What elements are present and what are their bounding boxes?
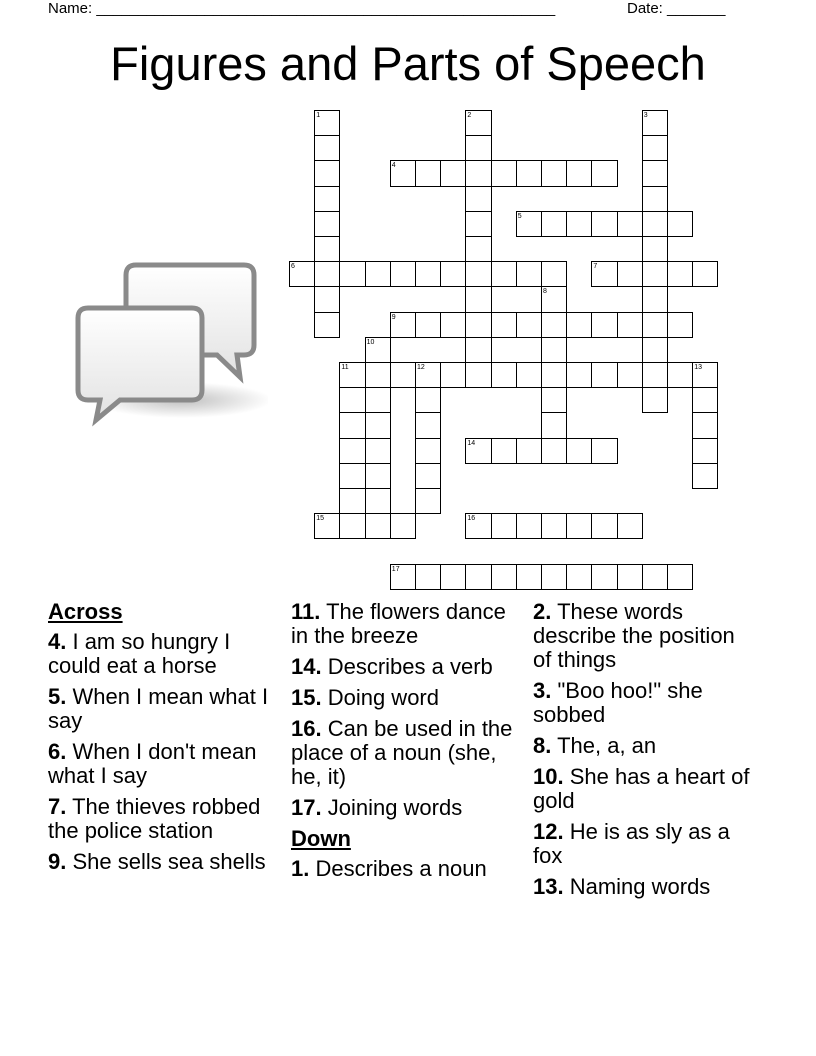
name-field[interactable]: Name: _______________________________________________________: [48, 0, 556, 17]
grid-cell[interactable]: [339, 261, 365, 287]
grid-cell[interactable]: [415, 438, 441, 464]
grid-cell[interactable]: [617, 261, 643, 287]
grid-cell[interactable]: [516, 160, 542, 186]
grid-cell[interactable]: [339, 463, 365, 489]
grid-cell[interactable]: [365, 412, 391, 438]
grid-cell[interactable]: [465, 236, 491, 262]
grid-cell[interactable]: [465, 261, 491, 287]
grid-cell[interactable]: [314, 312, 340, 338]
grid-cell[interactable]: [541, 337, 567, 363]
clue-down-1: 1. Describes a noun: [291, 856, 487, 881]
grid-cell[interactable]: [541, 387, 567, 413]
grid-cell[interactable]: [314, 211, 340, 237]
chat-bubbles-icon: [72, 260, 268, 430]
clue-number-7: 7: [593, 263, 598, 271]
grid-cell[interactable]: [642, 160, 668, 186]
grid-cell[interactable]: [591, 438, 617, 464]
grid-cell[interactable]: [415, 564, 441, 590]
grid-cell[interactable]: [415, 261, 441, 287]
grid-cell[interactable]: [314, 236, 340, 262]
grid-cell[interactable]: [339, 412, 365, 438]
grid-cell[interactable]: [541, 412, 567, 438]
grid-cell[interactable]: [465, 286, 491, 312]
down-heading: Down: [291, 826, 351, 851]
grid-cell[interactable]: [516, 438, 542, 464]
grid-cell[interactable]: [541, 362, 567, 388]
grid-cell[interactable]: [617, 362, 643, 388]
clue-number-5: 5: [517, 212, 522, 220]
grid-cell[interactable]: [314, 135, 340, 161]
grid-cell[interactable]: [591, 564, 617, 590]
grid-cell[interactable]: [591, 362, 617, 388]
grid-cell[interactable]: [566, 564, 592, 590]
clue-number-4: 4: [391, 162, 396, 170]
grid-cell[interactable]: [339, 387, 365, 413]
grid-cell[interactable]: [440, 160, 466, 186]
grid-cell[interactable]: [642, 186, 668, 212]
grid-cell[interactable]: [541, 564, 567, 590]
grid-cell[interactable]: [365, 463, 391, 489]
grid-cell[interactable]: [314, 160, 340, 186]
grid-cell[interactable]: [516, 513, 542, 539]
grid-cell[interactable]: [667, 564, 693, 590]
grid-cell[interactable]: [491, 160, 517, 186]
grid-cell[interactable]: [642, 337, 668, 363]
grid-cell[interactable]: [415, 488, 441, 514]
grid-cell[interactable]: [415, 160, 441, 186]
grid-cell[interactable]: [314, 186, 340, 212]
grid-cell[interactable]: [491, 513, 517, 539]
clue-down-13: 13. Naming words: [533, 874, 711, 899]
clue-across-14: 14. Describes a verb: [291, 654, 493, 679]
clue-number-6: 6: [291, 263, 295, 271]
clue-across-9: 9. She sells sea shells: [48, 849, 266, 874]
clue-across-5: 5. When I mean what I say: [48, 684, 269, 733]
grid-cell[interactable]: [617, 513, 643, 539]
grid-cell[interactable]: [566, 362, 592, 388]
grid-cell[interactable]: [365, 513, 391, 539]
grid-cell[interactable]: [465, 186, 491, 212]
grid-cell[interactable]: [591, 513, 617, 539]
clue-across-6: 6. When I don't mean what I say: [48, 739, 257, 788]
grid-cell[interactable]: [314, 261, 340, 287]
clue-number-11: 11: [341, 364, 349, 371]
grid-cell[interactable]: [642, 286, 668, 312]
grid-cell[interactable]: [642, 236, 668, 262]
grid-cell[interactable]: [465, 312, 491, 338]
grid-cell[interactable]: [692, 463, 718, 489]
grid-cell[interactable]: [440, 564, 466, 590]
across-heading: Across: [48, 599, 123, 624]
grid-cell[interactable]: [365, 362, 391, 388]
grid-cell[interactable]: [516, 261, 542, 287]
grid-cell[interactable]: [541, 160, 567, 186]
clue-down-2: 2. These words describe the position of things: [533, 599, 735, 672]
grid-cell[interactable]: [617, 211, 643, 237]
grid-cell[interactable]: [491, 362, 517, 388]
grid-cell[interactable]: [440, 312, 466, 338]
grid-cell[interactable]: [491, 261, 517, 287]
clue-number-16: 16: [467, 515, 476, 523]
grid-cell[interactable]: [667, 312, 693, 338]
grid-cell[interactable]: [541, 513, 567, 539]
grid-cell[interactable]: [642, 211, 668, 237]
grid-cell[interactable]: [339, 513, 365, 539]
grid-cell[interactable]: [516, 362, 542, 388]
clue-across-11: 11. The flowers dance in the breeze: [291, 599, 506, 648]
grid-cell[interactable]: [491, 438, 517, 464]
clue-down-10: 10. She has a heart of gold: [533, 764, 750, 813]
clue-down-8: 8. The, a, an: [533, 733, 657, 758]
clue-number-8: 8: [543, 288, 547, 296]
grid-cell[interactable]: [692, 438, 718, 464]
grid-cell[interactable]: [566, 312, 592, 338]
grid-cell[interactable]: [541, 438, 567, 464]
grid-cell[interactable]: [314, 286, 340, 312]
grid-cell[interactable]: [566, 438, 592, 464]
grid-cell[interactable]: [566, 160, 592, 186]
grid-cell[interactable]: [365, 488, 391, 514]
clue-across-17: 17. Joining words: [291, 795, 463, 820]
grid-cell[interactable]: [365, 438, 391, 464]
grid-cell[interactable]: [390, 513, 416, 539]
grid-cell[interactable]: [440, 261, 466, 287]
grid-cell[interactable]: [440, 362, 466, 388]
clue-number-17: 17: [391, 565, 400, 573]
grid-cell[interactable]: [390, 261, 416, 287]
clue-across-16: 16. Can be used in the place of a noun (she, he, it): [291, 716, 513, 789]
grid-cell[interactable]: [491, 312, 517, 338]
clue-across-7: 7. The thieves robbed the police station: [48, 794, 261, 843]
clue-number-2: 2: [467, 112, 472, 119]
grid-cell[interactable]: [415, 412, 441, 438]
grid-cell[interactable]: [566, 211, 592, 237]
grid-cell[interactable]: [491, 564, 517, 590]
grid-cell[interactable]: [541, 261, 567, 287]
clue-number-1: 1: [316, 112, 321, 119]
clue-column-3: [533, 600, 753, 906]
grid-cell[interactable]: [591, 211, 617, 237]
grid-cell[interactable]: [642, 261, 668, 287]
grid-cell[interactable]: [390, 362, 416, 388]
grid-cell[interactable]: [339, 438, 365, 464]
grid-cell[interactable]: [617, 564, 643, 590]
grid-cell[interactable]: [692, 412, 718, 438]
grid-cell[interactable]: [617, 312, 643, 338]
clue-column-2: [291, 600, 516, 888]
page-title: Figures and Parts of Speech: [110, 37, 706, 90]
grid-cell[interactable]: [365, 387, 391, 413]
grid-cell[interactable]: [516, 564, 542, 590]
grid-cell[interactable]: [667, 211, 693, 237]
grid-cell[interactable]: [415, 387, 441, 413]
grid-cell[interactable]: [465, 564, 491, 590]
grid-cell[interactable]: [415, 312, 441, 338]
grid-cell[interactable]: [516, 312, 542, 338]
grid-cell[interactable]: [566, 513, 592, 539]
grid-cell[interactable]: [465, 362, 491, 388]
grid-cell[interactable]: [465, 337, 491, 363]
grid-cell[interactable]: [667, 362, 693, 388]
grid-cell[interactable]: [541, 312, 567, 338]
grid-cell[interactable]: [365, 261, 391, 287]
grid-cell[interactable]: [415, 463, 441, 489]
clue-number-15: 15: [316, 515, 324, 523]
clue-number-10: 10: [366, 338, 375, 346]
grid-cell[interactable]: [465, 135, 491, 161]
clue-number-9: 9: [391, 313, 396, 321]
date-field[interactable]: Date: _______: [627, 0, 726, 17]
grid-cell[interactable]: [591, 160, 617, 186]
grid-cell[interactable]: [642, 564, 668, 590]
grid-cell[interactable]: [339, 488, 365, 514]
clue-across-4: 4. I am so hungry I could eat a horse: [48, 629, 231, 678]
grid-cell[interactable]: [642, 387, 668, 413]
grid-cell[interactable]: [465, 211, 491, 237]
grid-cell[interactable]: [692, 261, 718, 287]
clue-number-14: 14: [467, 439, 476, 447]
clue-across-15: 15. Doing word: [291, 685, 439, 710]
clue-column-1: [48, 600, 280, 881]
grid-cell[interactable]: [692, 387, 718, 413]
grid-cell[interactable]: [667, 261, 693, 287]
grid-cell[interactable]: [642, 362, 668, 388]
clue-down-12: 12. He is as sly as a fox: [533, 819, 730, 868]
grid-cell[interactable]: [541, 211, 567, 237]
clue-number-3: 3: [643, 112, 648, 119]
grid-cell[interactable]: [591, 312, 617, 338]
grid-cell[interactable]: [465, 160, 491, 186]
clue-number-13: 13: [694, 364, 702, 371]
clue-number-12: 12: [417, 364, 425, 371]
grid-cell[interactable]: [642, 312, 668, 338]
grid-cell[interactable]: [642, 135, 668, 161]
clue-down-3: 3. "Boo hoo!" she sobbed: [533, 678, 703, 727]
